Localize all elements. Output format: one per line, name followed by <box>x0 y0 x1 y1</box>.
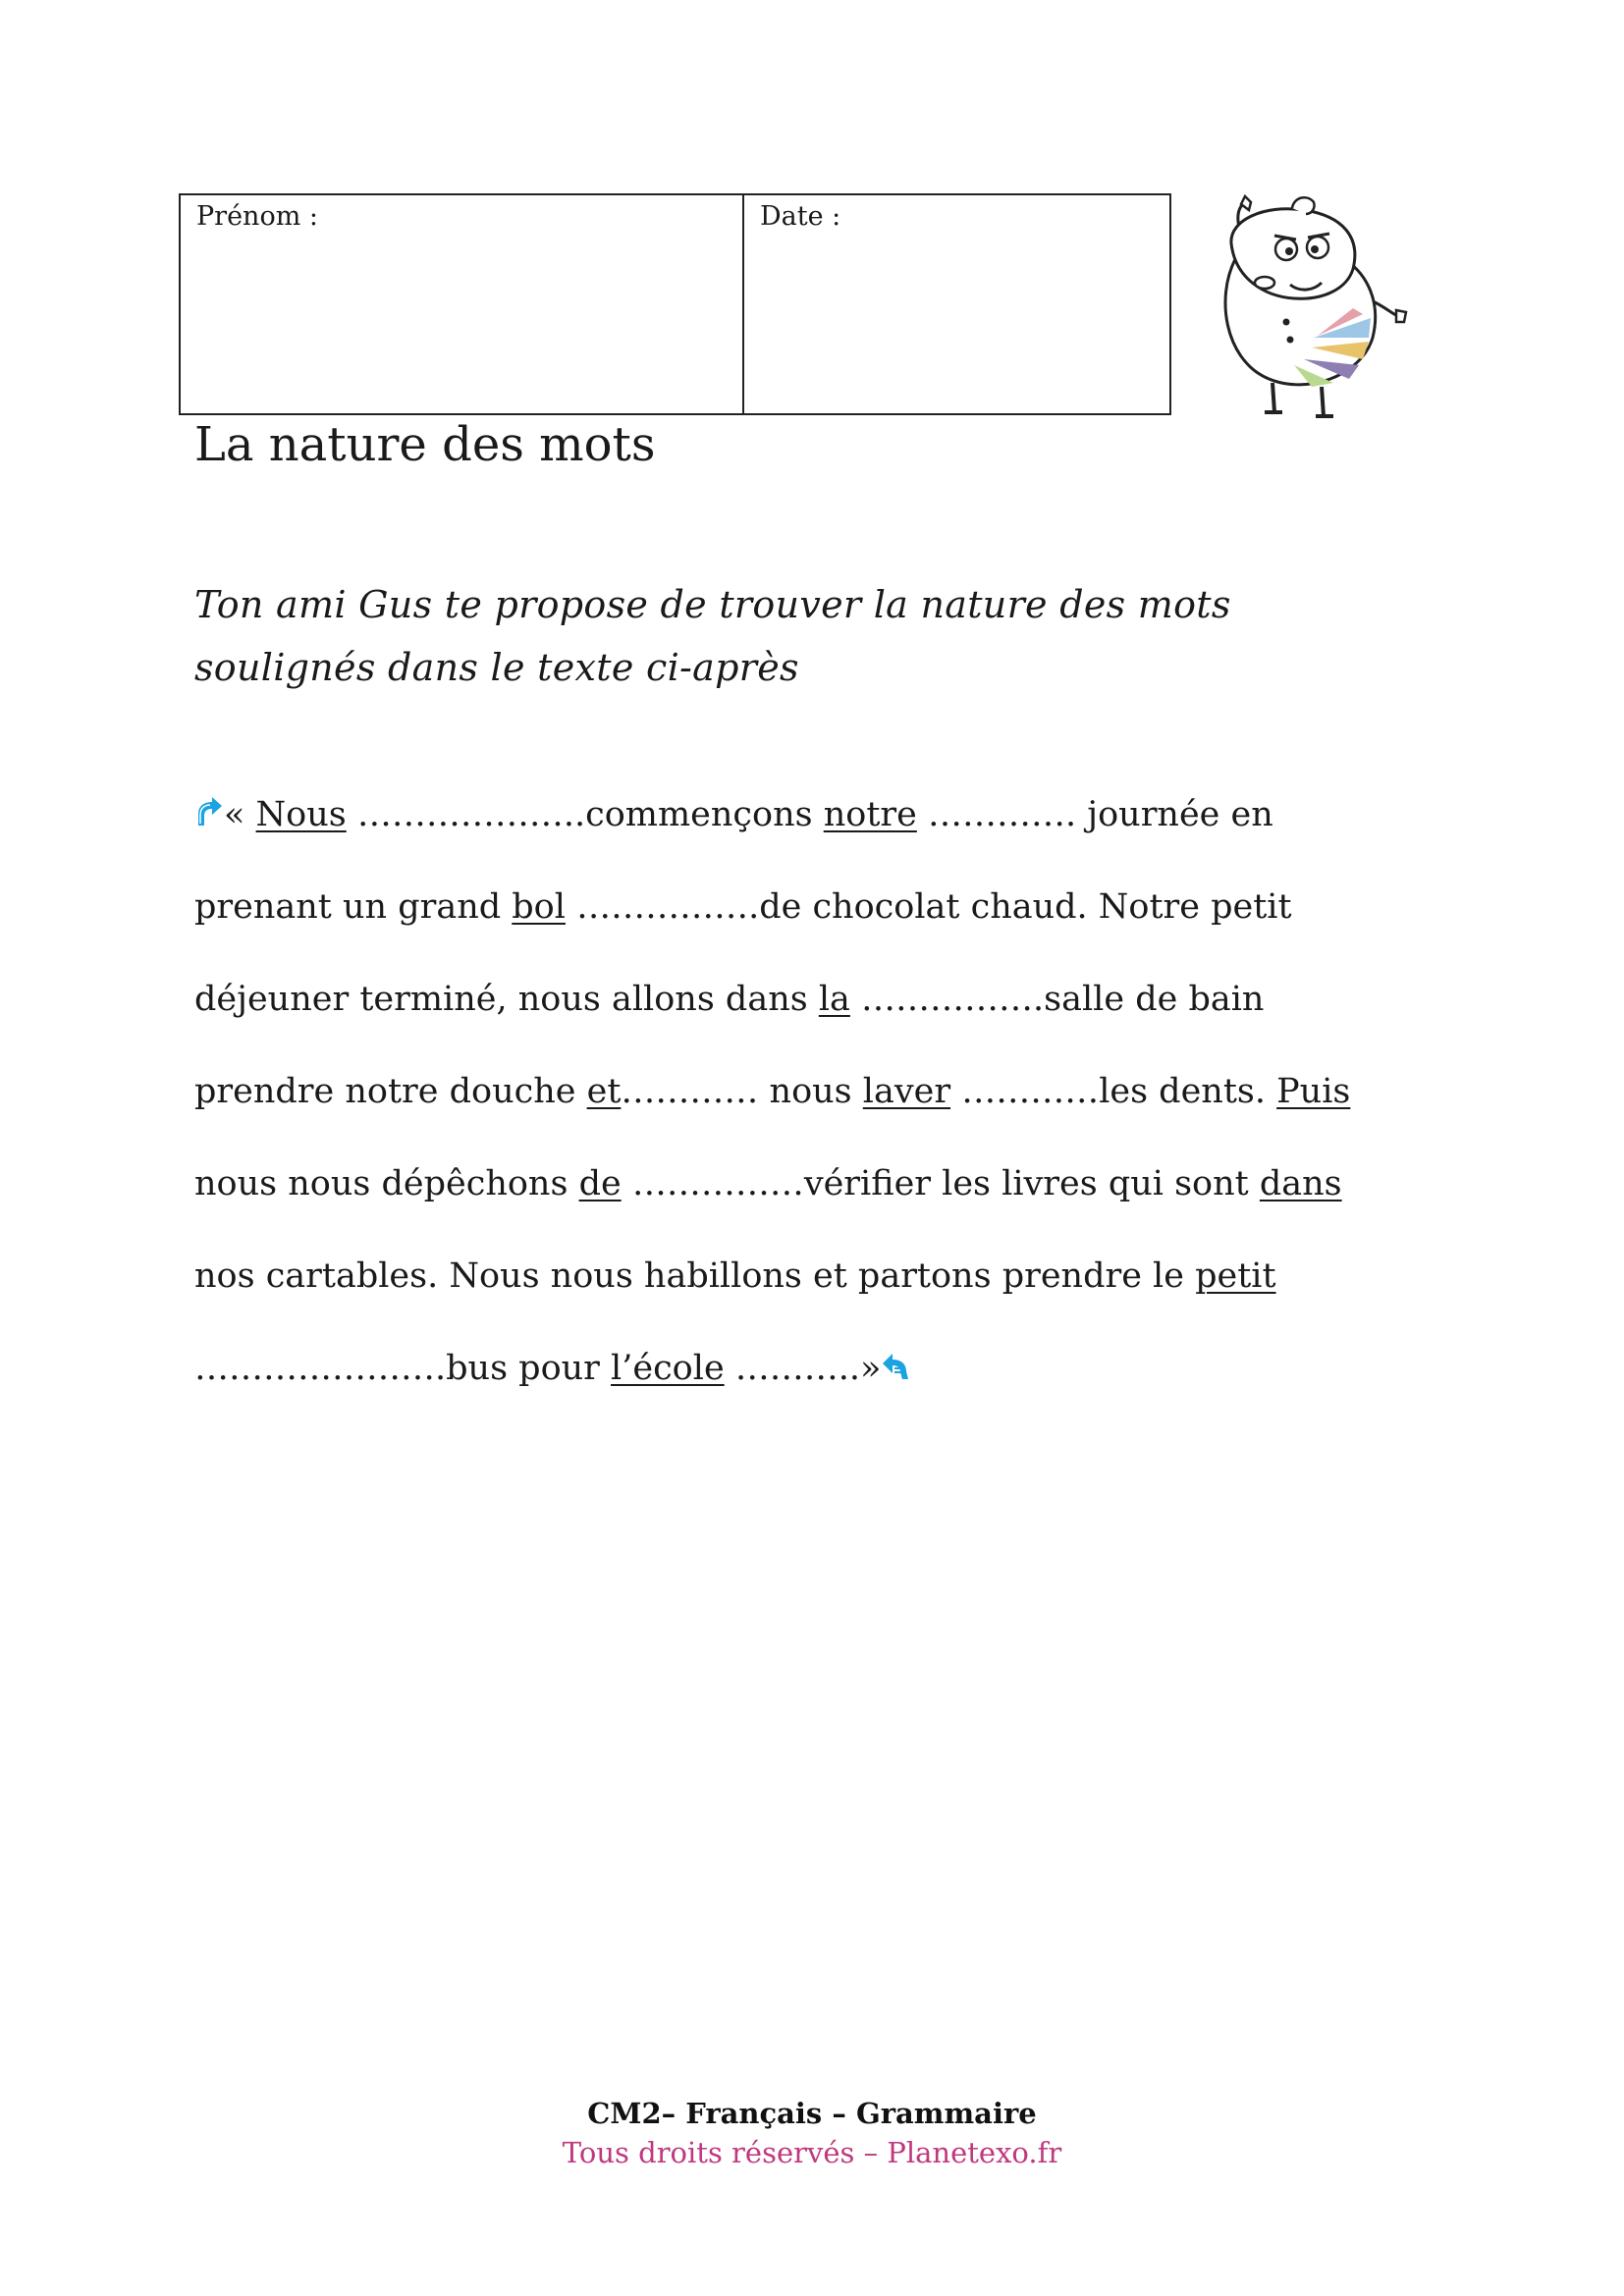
underlined-word: la <box>818 980 850 1019</box>
passage-line: nos cartables. Nous nous habillons et partons prendre le petit <box>194 1256 1276 1296</box>
passage-line: prendre notre douche et………… nous laver …………les dents. Puis <box>194 1072 1351 1111</box>
passage-line: nous nous dépêchons de ……………vérifier les livres qui sont dans <box>194 1164 1342 1203</box>
instruction-line-2: soulignés dans le texte ci-après <box>194 646 799 689</box>
instruction-line-1: Ton ami Gus te propose de trouver la nature des mots <box>194 583 1231 626</box>
underlined-word: et <box>586 1072 622 1111</box>
gus-mascot-icon <box>1196 190 1412 422</box>
underlined-word: l’école <box>611 1349 725 1388</box>
footer <box>0 2097 1624 2169</box>
underlined-word: bol <box>512 887 566 927</box>
instruction <box>194 573 1373 699</box>
underlined-word: Nous <box>255 795 347 834</box>
passage-line: prenant un grand bol …………….de chocolat chaud. Notre petit <box>194 887 1292 927</box>
name-date-table <box>179 193 1171 415</box>
passage-line: « Nous ………………..commençons notre …………. journée en <box>194 785 1412 878</box>
prenom-label: Prénom : <box>196 201 318 232</box>
footer-course: CM2– Français – Grammaire <box>587 2097 1037 2130</box>
date-label: Date : <box>760 201 841 232</box>
underlined-word: petit <box>1195 1256 1276 1296</box>
underlined-word: de <box>578 1164 622 1203</box>
curved-arrow-left-icon <box>881 1350 910 1383</box>
page-title: La nature des mots <box>194 417 656 472</box>
underlined-word: dans <box>1259 1164 1342 1203</box>
exercise-passage <box>194 785 1412 1431</box>
underlined-word: laver <box>862 1072 951 1111</box>
underlined-word: notre <box>823 795 917 834</box>
underlined-word: Puis <box>1276 1072 1351 1111</box>
date-field[interactable] <box>744 195 1169 413</box>
passage-line: ………………….bus pour l’école ………..» <box>194 1339 1412 1431</box>
passage-line: déjeuner terminé, nous allons dans la …………….salle de bain <box>194 980 1265 1019</box>
prenom-field[interactable] <box>181 195 744 413</box>
curved-arrow-right-icon <box>194 796 224 829</box>
footer-rights: Tous droits réservés – Planetexo.fr <box>562 2136 1062 2169</box>
